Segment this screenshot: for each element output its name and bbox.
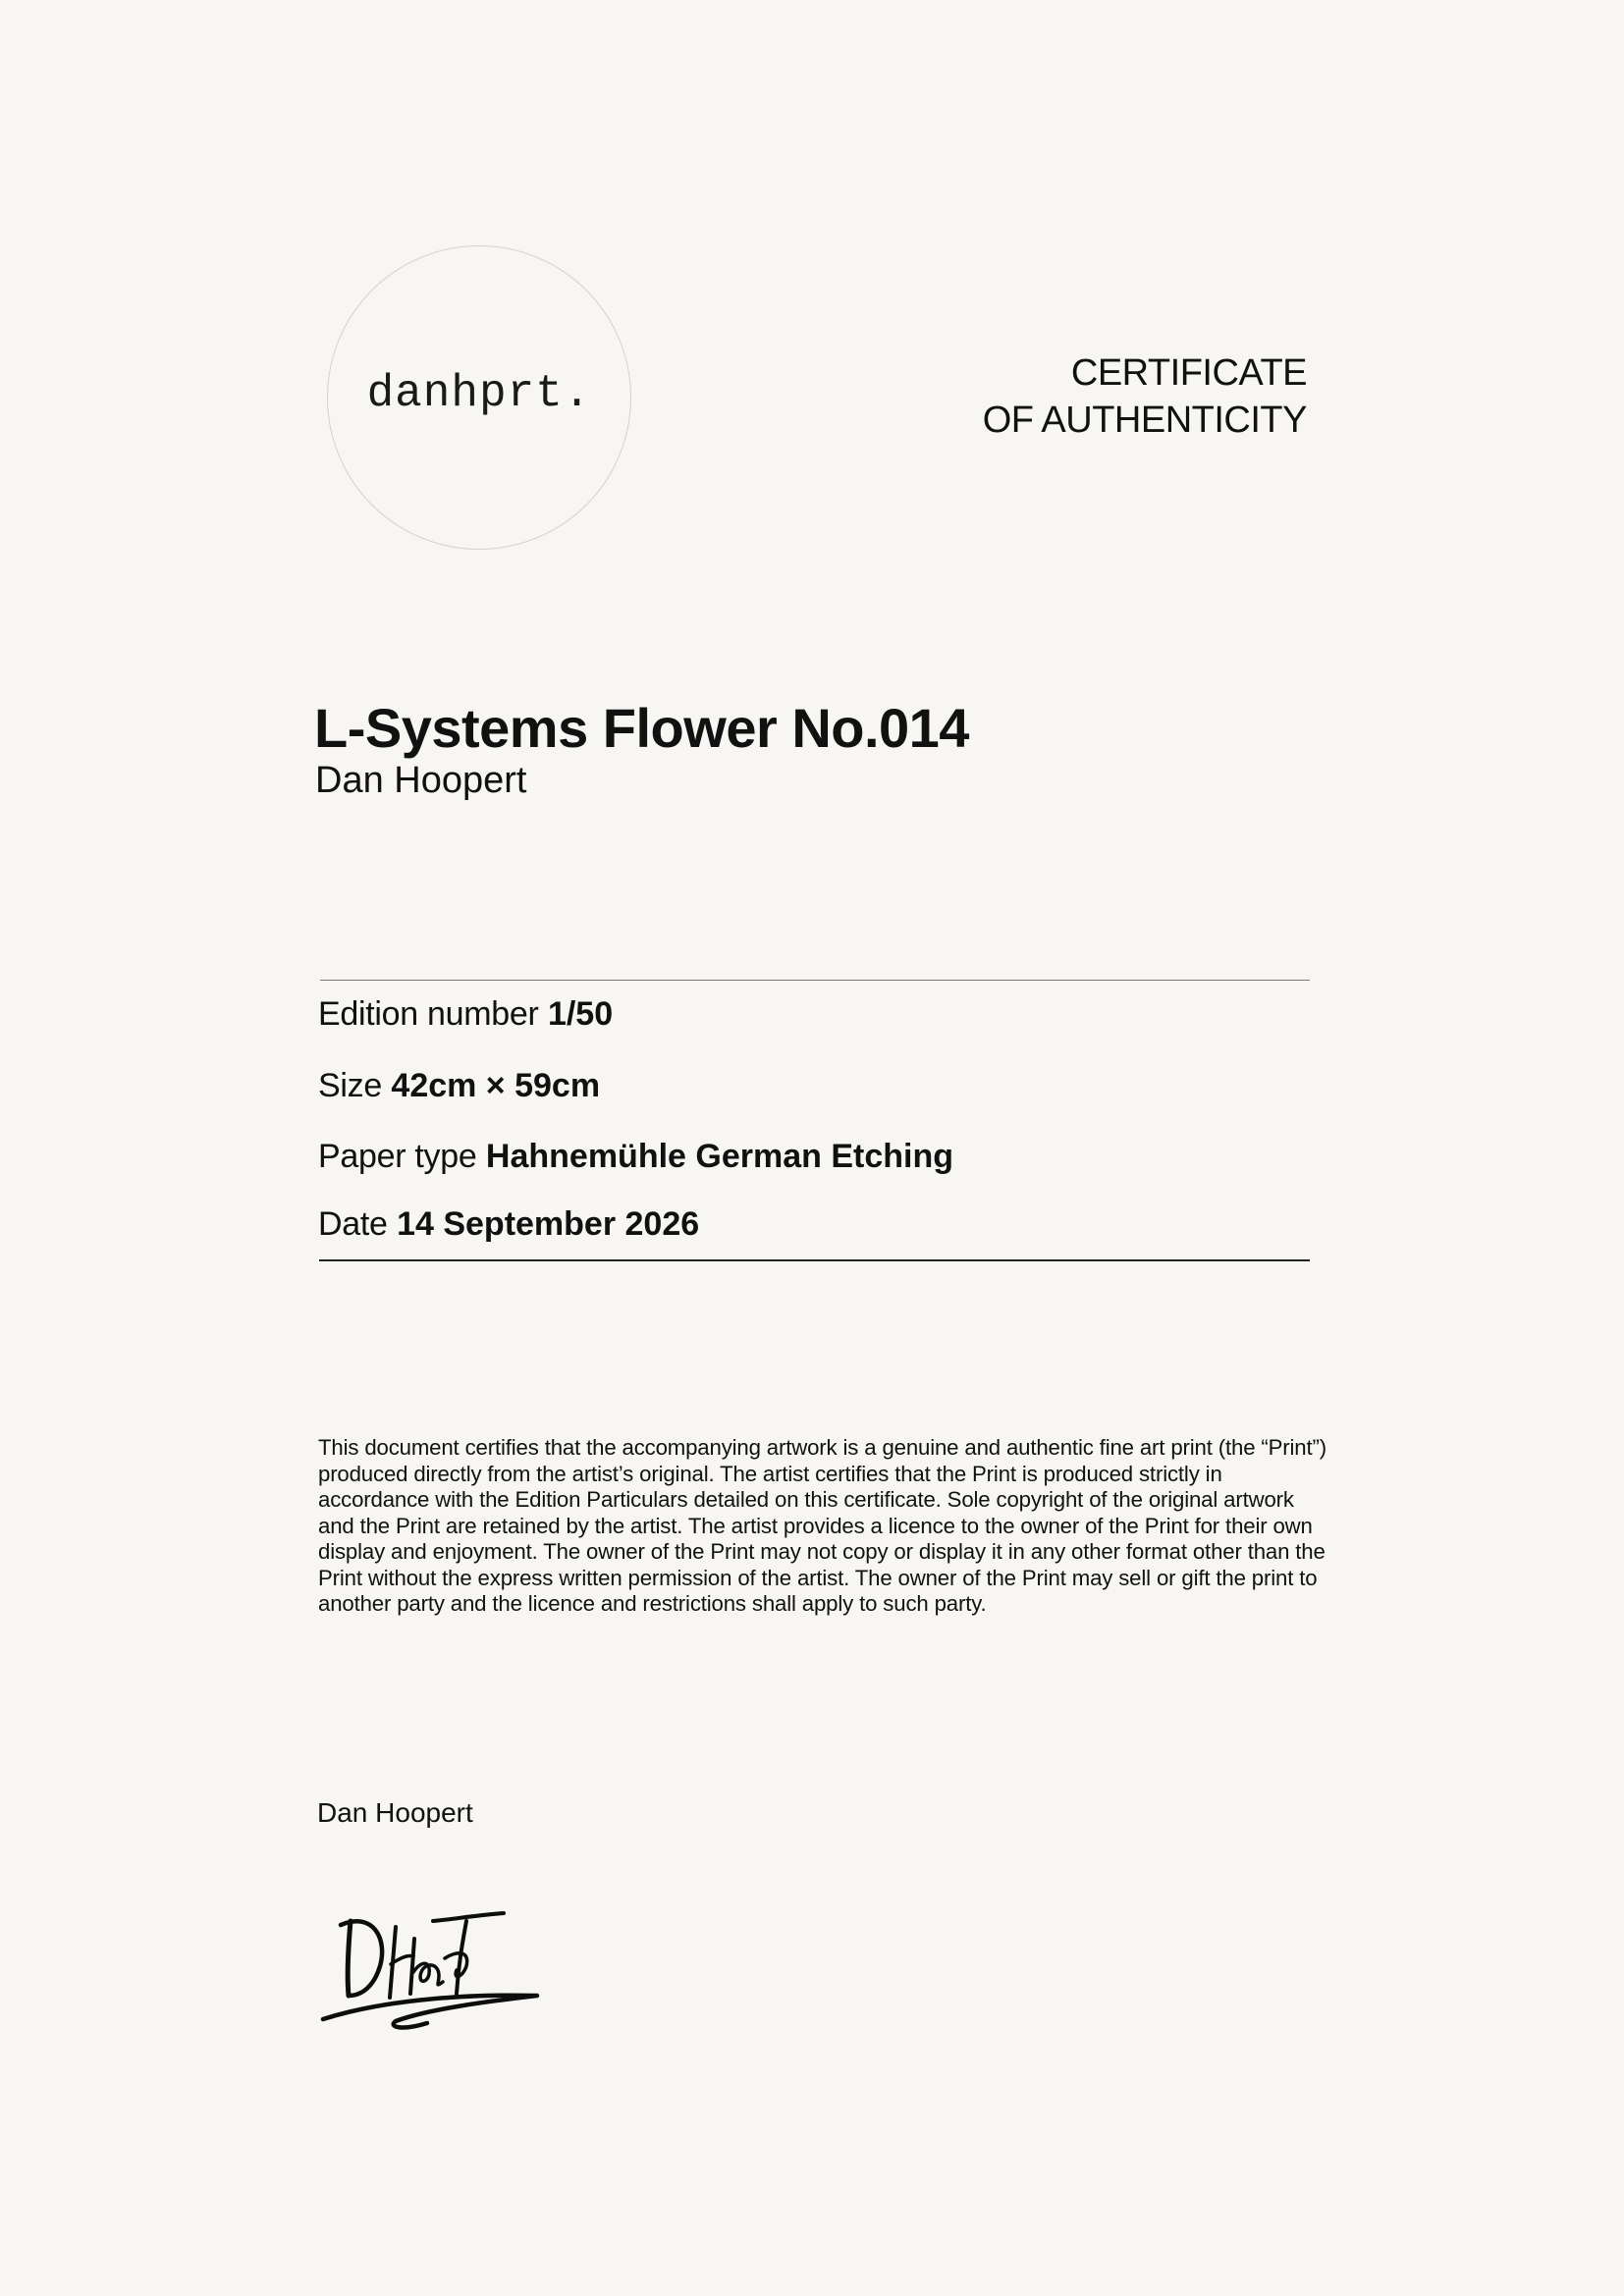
certificate-title-line-1: CERTIFICATE [1070,352,1307,394]
artwork-title: L-Systems Flower No.014 [314,697,969,759]
size-row [318,1064,600,1107]
signature-image [319,1899,555,2047]
edition-value: 1/50 [547,995,614,1033]
certificate-title [983,349,1307,444]
edition-label: Edition number [318,995,539,1033]
paper-value: Hahnemühle German Etching [485,1138,953,1175]
paper-label: Paper type [318,1138,477,1175]
brand-logo: danhprt. [366,368,592,419]
authenticity-statement: This document certifies that the accompanying artwork is a genuine and authentic fine art print (the “Print”) produced directly from the artist’s original. The artist certifies that the Print is produced strictly in accordance with the Edition Particulars detailed on this certificate. Sole copyright of the original artwork and the Print are retained by the artist. The artist provides a licence to the owner of the Print for their own display and enjoyment. The owner of the Print may not copy or display it in any other format other than the Print without the express written permission of the artist. The owner of the Print may sell or gift the print to another party and the licence and restrictions shall apply to such party. [318,1435,1326,1616]
date-row [318,1202,699,1246]
date-value: 14 September 2026 [397,1205,700,1243]
edition-row [318,992,613,1036]
size-label: Size [318,1067,382,1104]
date-label: Date [318,1205,388,1243]
certificate-title-line-2: OF AUTHENTICITY [982,400,1307,441]
paper-row [318,1135,953,1178]
signer-name: Dan Hoopert [317,1797,473,1828]
details-top-divider [320,980,1310,981]
artist-name: Dan Hoopert [315,760,527,801]
details-bottom-divider [319,1259,1310,1261]
size-value: 42cm × 59cm [391,1067,601,1104]
